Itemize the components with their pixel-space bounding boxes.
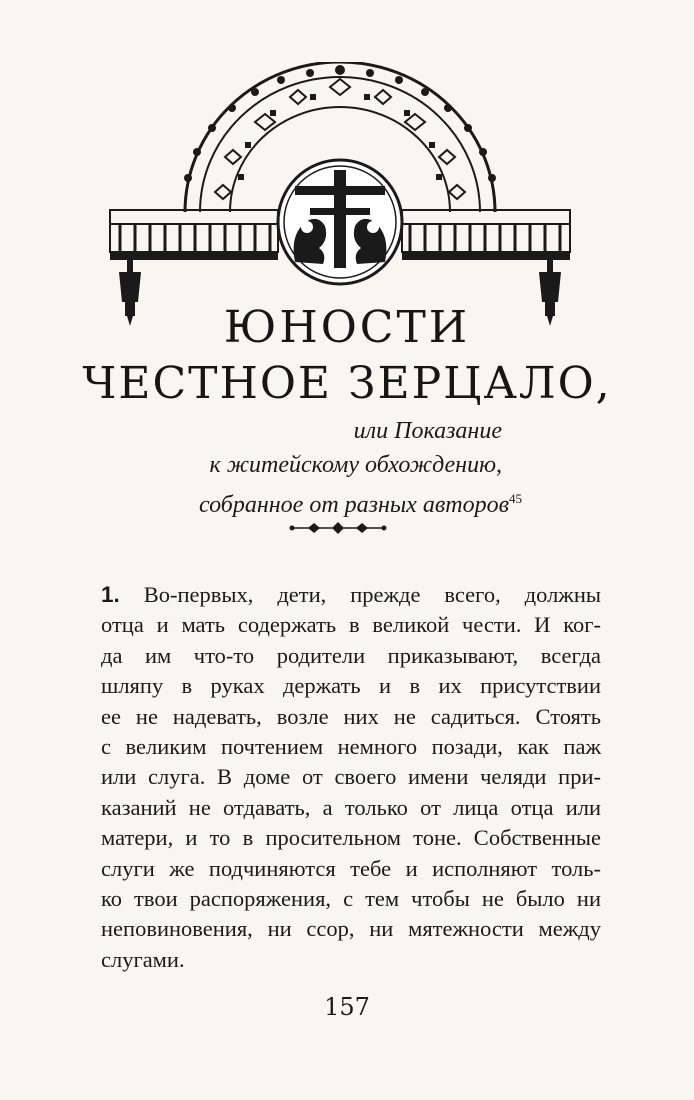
title-line-1: ЮНОСТИ xyxy=(223,302,471,353)
subtitle-line-3-wrap xyxy=(199,482,522,522)
paragraph-line: слугами. xyxy=(101,946,185,972)
ornamental-divider-icon xyxy=(288,520,388,536)
page-number: 157 xyxy=(324,993,370,1021)
paragraph-number: 1. xyxy=(101,582,120,607)
title-line-2: ЧЕСТНОЕ ЗЕРЦАЛО, xyxy=(82,358,612,409)
paragraph-line xyxy=(101,580,601,610)
subtitle-line-2: к житейскому обхождению, xyxy=(209,452,502,478)
paragraph-line-text: Во-первых, дети, прежде всего, должны xyxy=(119,582,601,607)
subtitle-line-3: собранное от разных авторов xyxy=(199,492,509,518)
ornamental-headpiece-icon xyxy=(105,62,575,327)
paragraph-line: ко твои распоряжения, с тем чтобы не было ни xyxy=(101,886,601,912)
paragraph-1 xyxy=(101,580,601,975)
paragraph-line: матери, и то в просительном тоне. Собственные xyxy=(101,825,601,851)
paragraph-line: казаний не отдавать, а только от лица отца или xyxy=(101,794,601,820)
paragraph-line: да им что-то родители приказывают, всегда xyxy=(101,642,601,668)
paragraph-line: слуги же подчиняются тебе и исполняют толь- xyxy=(101,855,601,881)
subtitle-line-1: или Показание xyxy=(353,418,502,444)
subtitle xyxy=(179,414,522,522)
paragraph-line: с великим почтением немного позади, как паж xyxy=(101,734,601,760)
paragraph-line: шляпу в руках держать и в их присутствии xyxy=(101,673,601,699)
paragraph-line: отца и мать содержать в великой чести. И ког- xyxy=(101,612,601,638)
paragraph-line: неповиновения, ни ссор, ни мятежности между xyxy=(101,916,601,942)
paragraph-line: ее не надевать, возле них не садиться. Стоять xyxy=(101,703,601,729)
footnote-ref: 45 xyxy=(509,491,522,506)
paragraph-line: или слуга. В доме от своего имени челяди при- xyxy=(101,764,601,790)
